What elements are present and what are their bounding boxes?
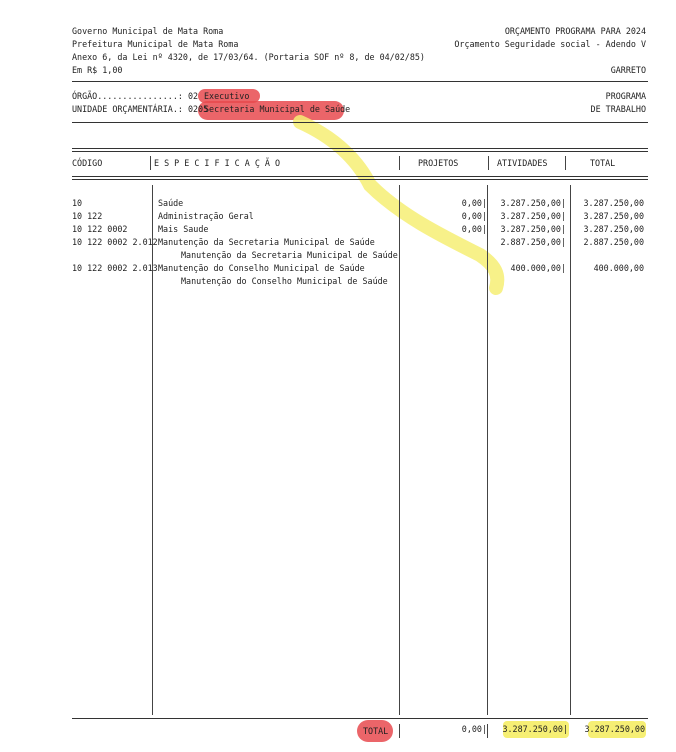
col-divider-3	[487, 185, 488, 715]
location-label: GARRETO	[610, 65, 646, 75]
table-top-rule-1	[72, 148, 648, 149]
org-rule	[72, 122, 648, 123]
row-codigo: 10 122 0002 2.013	[72, 263, 158, 273]
row-total: 3.287.250,00	[583, 224, 644, 234]
total-atividades: 3.287.250,00|	[502, 724, 568, 734]
footer-rule	[72, 718, 648, 719]
programa-label: PROGRAMA	[605, 91, 646, 101]
footer-divider-2	[487, 724, 488, 738]
anexo-line: Anexo 6, da Lei nº 4320, de 17/03/64. (Portaria SOF nº 8, de 04/02/85)	[72, 52, 425, 62]
row-atividades: 2.887.250,00|	[500, 237, 566, 247]
row-espec: Manutenção da Secretaria Municipal de Saúde	[158, 237, 375, 247]
col-atividades: ATIVIDADES	[497, 158, 548, 168]
col-projetos: PROJETOS	[418, 158, 459, 168]
col-divider-head-4	[565, 156, 566, 170]
row-espec: Mais Saude	[158, 224, 209, 234]
row-atividades: 400.000,00|	[510, 263, 566, 273]
col-divider-head-1	[150, 156, 151, 170]
row-total: 3.287.250,00	[583, 211, 644, 221]
row-total: 2.887.250,00	[583, 237, 644, 247]
col-divider-head-3	[488, 156, 489, 170]
unidade-label: UNIDADE ORÇAMENTÁRIA.: 0205	[72, 104, 209, 114]
total-label: TOTAL	[363, 726, 389, 736]
row-espec: Administração Geral	[158, 211, 254, 221]
table-head-rule-1	[72, 176, 648, 177]
table-top-rule-2	[72, 151, 648, 152]
row-codigo: 10 122 0002	[72, 224, 128, 234]
row-codigo: 10 122 0002 2.012	[72, 237, 158, 247]
orgao-value: Executivo	[204, 91, 250, 101]
table-head-rule-2	[72, 179, 648, 180]
row-sub-espec: Manutenção do Conselho Municipal de Saúde	[181, 276, 388, 286]
orgao-label: ÓRGÃO................: 02	[72, 91, 199, 101]
gov-name: Governo Municipal de Mata Roma	[72, 26, 224, 36]
trabalho-label: DE TRABALHO	[590, 104, 646, 114]
row-espec: Manutenção do Conselho Municipal de Saúde	[158, 263, 365, 273]
row-codigo: 10 122	[72, 211, 103, 221]
row-total: 3.287.250,00	[583, 198, 644, 208]
budget-subtitle: Orçamento Seguridade social - Adendo V	[454, 39, 646, 49]
col-divider-2	[399, 185, 400, 715]
row-projetos: 0,00|	[461, 224, 487, 234]
pref-name: Prefeitura Municipal de Mata Roma	[72, 39, 239, 49]
col-divider-head-2	[399, 156, 400, 170]
row-atividades: 3.287.250,00|	[500, 198, 566, 208]
row-codigo: 10	[72, 198, 83, 208]
col-divider-4	[570, 185, 571, 715]
footer-divider-1	[399, 724, 400, 738]
row-projetos: 0,00|	[461, 198, 487, 208]
row-sub-espec: Manutenção da Secretaria Municipal de Saúde	[181, 250, 398, 260]
row-atividades: 3.287.250,00|	[500, 211, 566, 221]
row-atividades: 3.287.250,00|	[500, 224, 566, 234]
row-projetos: 0,00|	[461, 211, 487, 221]
col-especificacao: E S P E C I F I C A Ç Ã O	[154, 158, 281, 168]
row-espec: Saúde	[158, 198, 184, 208]
unidade-value: Secretaria Municipal de Saúde	[204, 104, 351, 114]
row-total: 400.000,00	[593, 263, 644, 273]
currency-line: Em R$ 1,00	[72, 65, 123, 75]
total-total: 3.287.250,00	[584, 724, 645, 734]
budget-title: ORÇAMENTO PROGRAMA PARA 2024	[504, 26, 646, 36]
col-total: TOTAL	[590, 158, 616, 168]
col-codigo: CÓDIGO	[72, 158, 103, 168]
total-projetos: 0,00|	[461, 724, 487, 734]
